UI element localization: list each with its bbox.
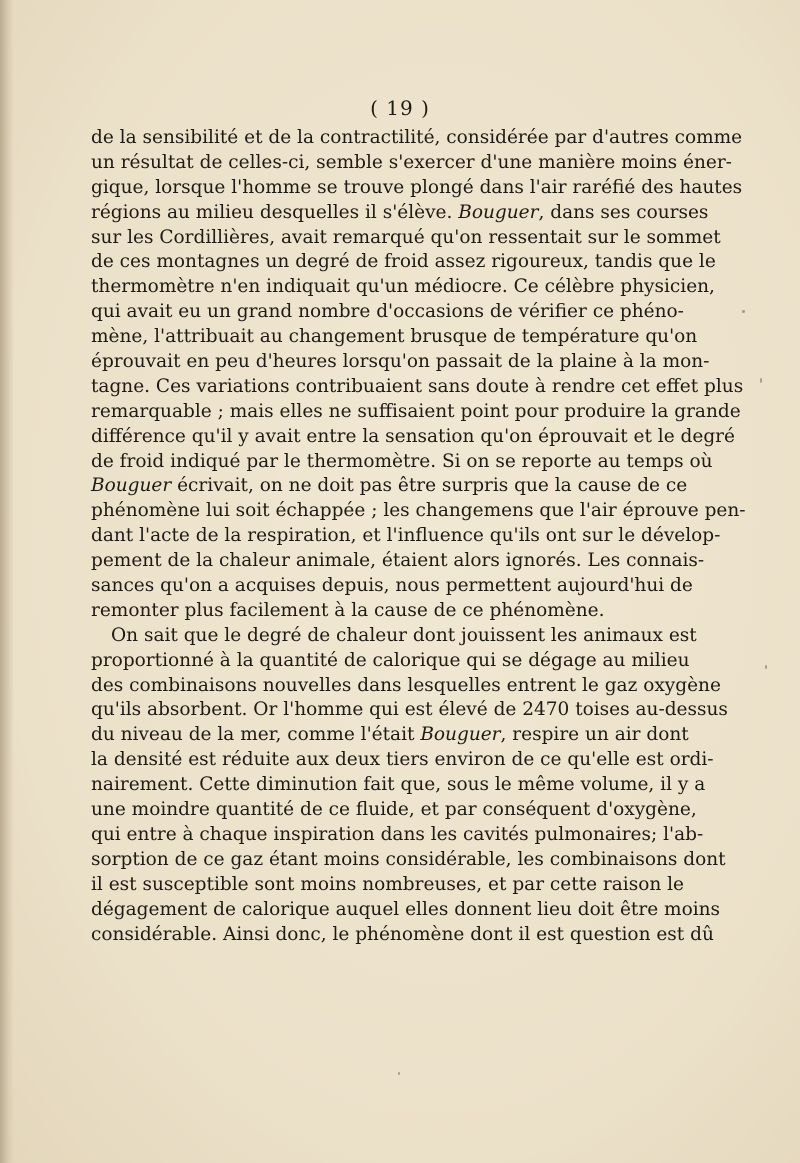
text-line: qui avait eu un grand nombre d'occasions de vérifier ce phéno- xyxy=(91,301,684,323)
text-line: remarquable ; mais elles ne suffisaient point pour produire la grande xyxy=(91,400,741,422)
author-name: Bouguer xyxy=(458,201,539,223)
text-line: éprouvait en peu d'heures lorsqu'on passait de la plaine à la mon- xyxy=(91,351,710,373)
binding-edge xyxy=(0,0,14,1163)
text-line: différence qu'il y avait entre la sensation qu'on éprouvait et le degré xyxy=(91,425,735,447)
paragraph-2 xyxy=(91,624,728,948)
author-name: Bouguer xyxy=(420,724,501,746)
text-line: tagne. Ces variations contribuaient sans doute à rendre cet effet plus xyxy=(91,375,744,397)
text-line: régions au milieu desquelles il s'élève. Bouguer, dans ses courses xyxy=(91,201,709,223)
text-line: de ces montagnes un degré de froid assez rigoureux, tandis que le xyxy=(91,251,716,273)
text-line: la densité est réduite aux deux tiers environ de ce qu'elle est ordi- xyxy=(91,749,714,771)
paper-speck xyxy=(742,310,745,313)
text-line: thermomètre n'en indiquait qu'un médiocre. Ce célèbre physicien, xyxy=(91,276,715,298)
text-line: un résultat de celles-ci, semble s'exercer d'une manière moins éner- xyxy=(91,151,732,173)
paragraph-1 xyxy=(91,126,746,624)
text-line: considérable. Ainsi donc, le phénomène dont il est question est dû xyxy=(91,923,714,945)
text-line: pement de la chaleur animale, étaient alors ignorés. Les connais- xyxy=(91,550,705,572)
paper-speck xyxy=(760,378,762,383)
text-line: proportionné à la quantité de calorique qui se dégage au milieu xyxy=(91,649,690,671)
text-line: sances qu'on a acquises depuis, nous permettent aujourd'hui de xyxy=(91,575,693,597)
text-line: mène, l'attribuait au changement brusque de température qu'on xyxy=(91,326,698,348)
body-text xyxy=(91,126,746,947)
text-line: phénomène lui soit échappée ; les changemens que l'air éprouve pen- xyxy=(91,500,746,522)
page-number: ( 19 ) xyxy=(370,96,430,120)
text-line: dant l'acte de la respiration, et l'influence qu'ils ont sur le dévelop- xyxy=(91,525,721,547)
text-line: une moindre quantité de ce fluide, et par conséquent d'oxygène, xyxy=(91,799,697,821)
text-line: il est susceptible sont moins nombreuses, et par cette raison le xyxy=(91,873,685,895)
text-line: qui entre à chaque inspiration dans les cavités pulmonaires; l'ab- xyxy=(91,823,704,845)
text-line: sur les Cordillières, avait remarqué qu'on ressentait sur le sommet xyxy=(91,226,721,248)
author-name: Bouguer xyxy=(91,475,172,497)
text-line: remonter plus facilement à la cause de ce phénomène. xyxy=(91,599,605,621)
text-line: de froid indiqué par le thermomètre. Si on se reporte au temps où xyxy=(91,450,713,472)
paper-speck xyxy=(398,1072,400,1075)
text-line: nairement. Cette diminution fait que, sous le même volume, il y a xyxy=(91,774,706,796)
text-line: des combinaisons nouvelles dans lesquelles entrent le gaz oxygène xyxy=(91,674,721,696)
text-line: dégagement de calorique auquel elles donnent lieu doit être moins xyxy=(91,898,721,920)
text-line: du niveau de la mer, comme l'était Bouguer, respire un air dont xyxy=(91,724,689,746)
text-line: de la sensibilité et de la contractilité, considérée par d'autres comme xyxy=(91,127,743,148)
text-line: gique, lorsque l'homme se trouve plongé dans l'air raréfié des hautes xyxy=(91,176,743,198)
text-line: sorption de ce gaz étant moins considérable, les combinaisons dont xyxy=(91,848,726,870)
text-line: Bouguer écrivait, on ne doit pas être surpris que la cause de ce xyxy=(91,475,688,497)
text-line: qu'ils absorbent. Or l'homme qui est élevé de 2470 toises au-dessus xyxy=(91,699,728,721)
paper-speck xyxy=(765,665,767,669)
text-line: On sait que le degré de chaleur dont jouissent les animaux est xyxy=(111,624,697,646)
